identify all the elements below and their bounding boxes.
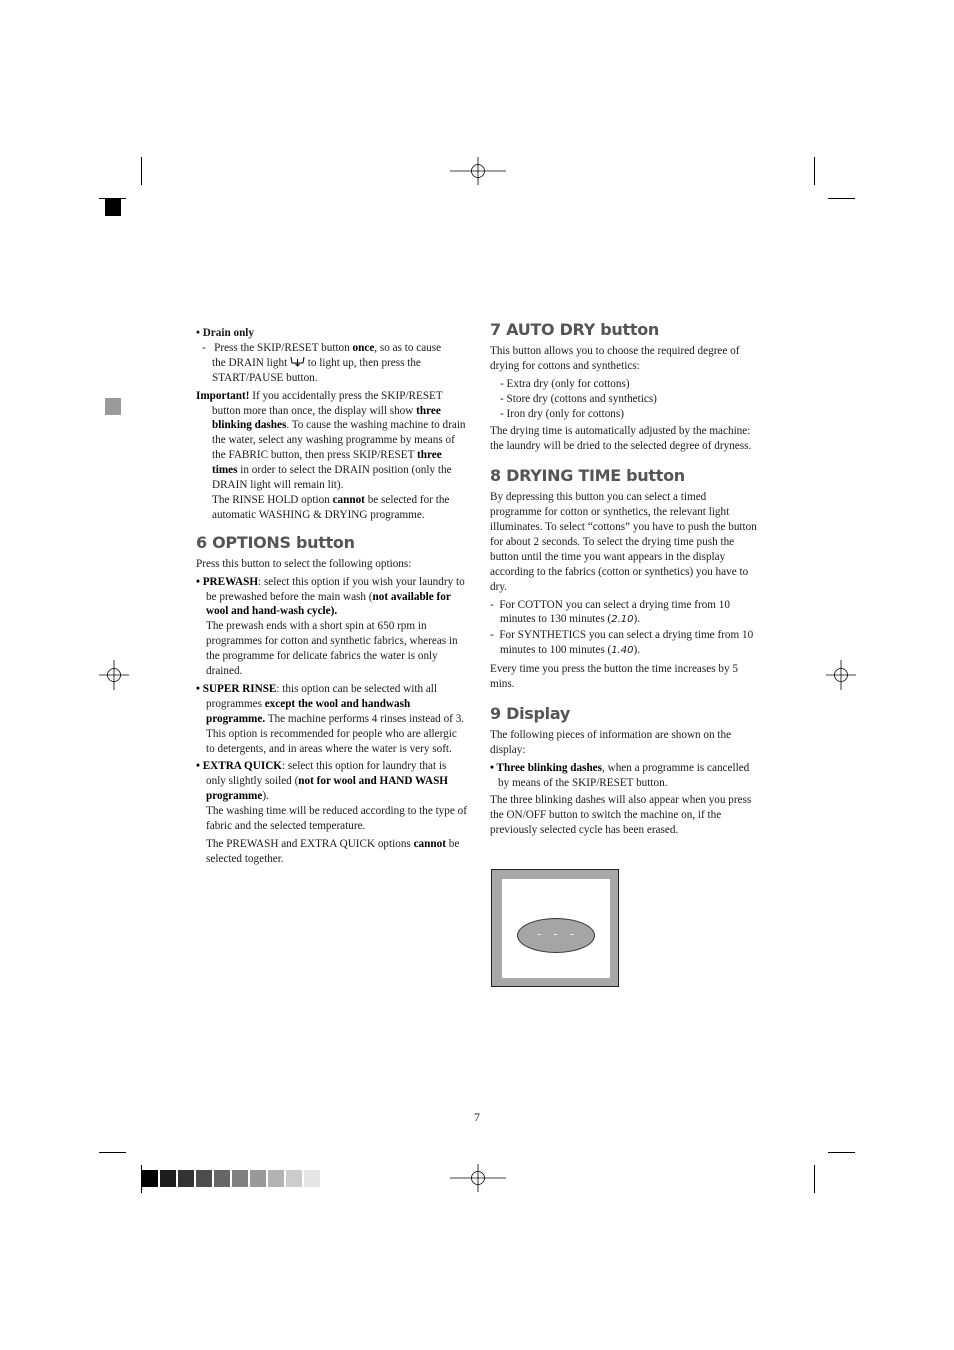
registration-mark-icon bbox=[450, 157, 506, 185]
text: If you accidentally press the SKIP/RESET button more than once, the display will show bbox=[212, 389, 443, 417]
text: the DRAIN light bbox=[212, 356, 288, 369]
emphasis: not for wool and HAND WASH programme bbox=[206, 775, 449, 803]
drying-time-heading: 8 DRYING TIME button bbox=[490, 466, 685, 486]
rinse-hold-note bbox=[196, 493, 468, 523]
crop-mark bbox=[141, 157, 142, 185]
text: The PREWASH and EXTRA QUICK options bbox=[206, 838, 414, 850]
swatch bbox=[178, 1170, 194, 1187]
drying-time-intro: By depressing this button you can select a timed programme for cotton or synthetics, the relevant light illuminates. To select “cottons” you have to push the button for about 2 seconds. To select the drying time push the button until the time you want appears in the display according to the fabrics (cotton or synthetics) you have to dry. bbox=[490, 491, 757, 593]
bullet: • bbox=[490, 761, 497, 774]
text: ). bbox=[633, 644, 641, 657]
swatch bbox=[268, 1170, 284, 1187]
text: For SYNTHETICS you can select a drying time from 10 minutes to 100 minutes ( bbox=[499, 629, 754, 657]
corner-block bbox=[105, 199, 121, 216]
emphasis: three times bbox=[212, 449, 442, 477]
swatch bbox=[250, 1170, 266, 1187]
emphasis: three blinking dashes bbox=[212, 404, 441, 432]
page-number: 7 bbox=[474, 1110, 480, 1124]
swatch bbox=[196, 1170, 212, 1187]
text: : select this option if you wish your laundry to be prewashed before the main wash ( bbox=[206, 575, 465, 603]
auto-dry-outro: The drying time is automatically adjusted by the machine: the laundry will be dried to the selected degree of dryness. bbox=[490, 425, 752, 453]
blinking-dashes: - - - bbox=[535, 927, 577, 941]
drying-time-outro: Every time you press the button the time increases by 5 mins. bbox=[490, 663, 738, 691]
swatch bbox=[286, 1170, 302, 1187]
prewash-option bbox=[196, 575, 468, 620]
crop-mark bbox=[814, 157, 815, 185]
swatch bbox=[304, 1170, 320, 1187]
auto-dry-intro: This button allows you to choose the required degree of drying for cottons and synthetics: bbox=[490, 344, 740, 372]
crop-mark bbox=[828, 1152, 855, 1153]
emphasis: not available for wool and hand-wash cycle). bbox=[206, 590, 451, 618]
registration-mark-icon bbox=[450, 1164, 506, 1192]
text: be selected for the automatic WASHING & DRYING programme. bbox=[212, 493, 450, 521]
synthetics-range: - For SYNTHETICS you can select a drying time from 10 minutes to 100 minutes (1.40). bbox=[490, 629, 754, 657]
text: be selected together. bbox=[206, 838, 460, 865]
swatch bbox=[214, 1170, 230, 1187]
lcd-display bbox=[517, 918, 595, 953]
emphasis: cannot bbox=[413, 838, 446, 850]
option-name: PREWASH bbox=[202, 575, 259, 588]
auto-dry-item: - Extra dry (only for cottons) bbox=[500, 377, 630, 390]
text: The machine performs 4 rinses instead of 3. This option is recommended for people who are allergic to detergents, and in areas where the water is very soft. bbox=[206, 712, 465, 755]
options-heading: 6 OPTIONS button bbox=[196, 532, 355, 552]
text: For COTTON you can select a drying time from 10 minutes to 130 minutes ( bbox=[499, 598, 730, 626]
auto-dry-item: - Store dry (cottons and synthetics) bbox=[500, 392, 657, 405]
emphasis: cannot bbox=[332, 493, 365, 506]
emphasis: except the wool and handwash programme. bbox=[206, 697, 411, 725]
prewash-detail: The prewash ends with a short spin at 650 rpm in programmes for cotton and synthetic fabrics, whereas in the programme for delicate fabrics the water is only drained. bbox=[206, 620, 458, 678]
text: Press the SKIP/RESET button bbox=[214, 341, 350, 354]
drain-only-step bbox=[196, 341, 468, 386]
extra-quick-option bbox=[196, 759, 468, 804]
display-heading: 9 Display bbox=[490, 703, 570, 723]
swatch bbox=[160, 1170, 176, 1187]
super-rinse-option bbox=[196, 682, 468, 757]
text: ). bbox=[262, 790, 269, 803]
text: , so as to cause bbox=[374, 341, 442, 354]
options-note bbox=[196, 837, 468, 867]
right-column bbox=[490, 320, 760, 838]
swatch bbox=[142, 1170, 158, 1187]
cotton-max-time: 2.10 bbox=[611, 614, 634, 626]
extra-quick-detail: The washing time will be reduced according to the type of fabric and the selected temperature. bbox=[206, 805, 467, 833]
text: to light up, then press the bbox=[307, 356, 421, 369]
option-name: EXTRA QUICK bbox=[202, 760, 282, 773]
important-note bbox=[196, 389, 468, 493]
option-name: SUPER RINSE bbox=[202, 682, 277, 695]
auto-dry-heading: 7 AUTO DRY button bbox=[490, 320, 659, 339]
bullet: • bbox=[196, 682, 203, 695]
swatch bbox=[232, 1170, 248, 1187]
text: . To cause the washing machine to drain the water, select any washing programme by means of the FABRIC button, then press SKIP/RESET bbox=[212, 419, 466, 462]
text: in order to select the DRAIN position (only the DRAIN light will remain lit). bbox=[212, 464, 452, 492]
text: START/PAUSE button. bbox=[212, 371, 318, 384]
cotton-range: - For COTTON you can select a drying time from 10 minutes to 130 minutes (2.10). bbox=[490, 598, 730, 626]
synthetics-max-time: 1.40 bbox=[611, 645, 634, 657]
display-outro: The three blinking dashes will also appear when you press the ON/OFF button to switch the machine on, if the previously selected cycle has been erased. bbox=[490, 794, 752, 837]
emphasis: Three blinking dashes bbox=[496, 761, 603, 774]
drain-light-icon bbox=[290, 356, 305, 367]
text: : this option can be selected with all programmes bbox=[206, 682, 438, 710]
crop-mark bbox=[99, 1152, 126, 1153]
bullet: • bbox=[196, 760, 203, 773]
registration-mark-icon bbox=[99, 660, 129, 690]
crop-mark bbox=[828, 198, 855, 199]
auto-dry-item: - Iron dry (only for cottons) bbox=[500, 407, 624, 420]
crop-mark bbox=[814, 1165, 815, 1193]
options-intro: Press this button to select the following options: bbox=[196, 557, 412, 570]
registration-mark-icon bbox=[826, 660, 856, 690]
bullet: • bbox=[196, 575, 203, 588]
display-intro: The following pieces of information are shown on the display: bbox=[490, 728, 732, 756]
text: The RINSE HOLD option bbox=[212, 493, 333, 506]
text: ). bbox=[633, 613, 641, 626]
display-item bbox=[490, 761, 760, 791]
left-column bbox=[196, 326, 468, 867]
text: , when a programme is cancelled by means of the SKIP/RESET button. bbox=[498, 761, 750, 789]
text: : select this option for laundry that is only slightly soiled ( bbox=[206, 760, 447, 788]
drain-only-title: • Drain only bbox=[196, 327, 254, 339]
emphasis: once bbox=[352, 341, 375, 354]
display-illustration bbox=[491, 869, 619, 987]
dash: - bbox=[202, 341, 206, 354]
side-marker bbox=[105, 398, 121, 415]
important-label: Important! bbox=[196, 389, 250, 402]
